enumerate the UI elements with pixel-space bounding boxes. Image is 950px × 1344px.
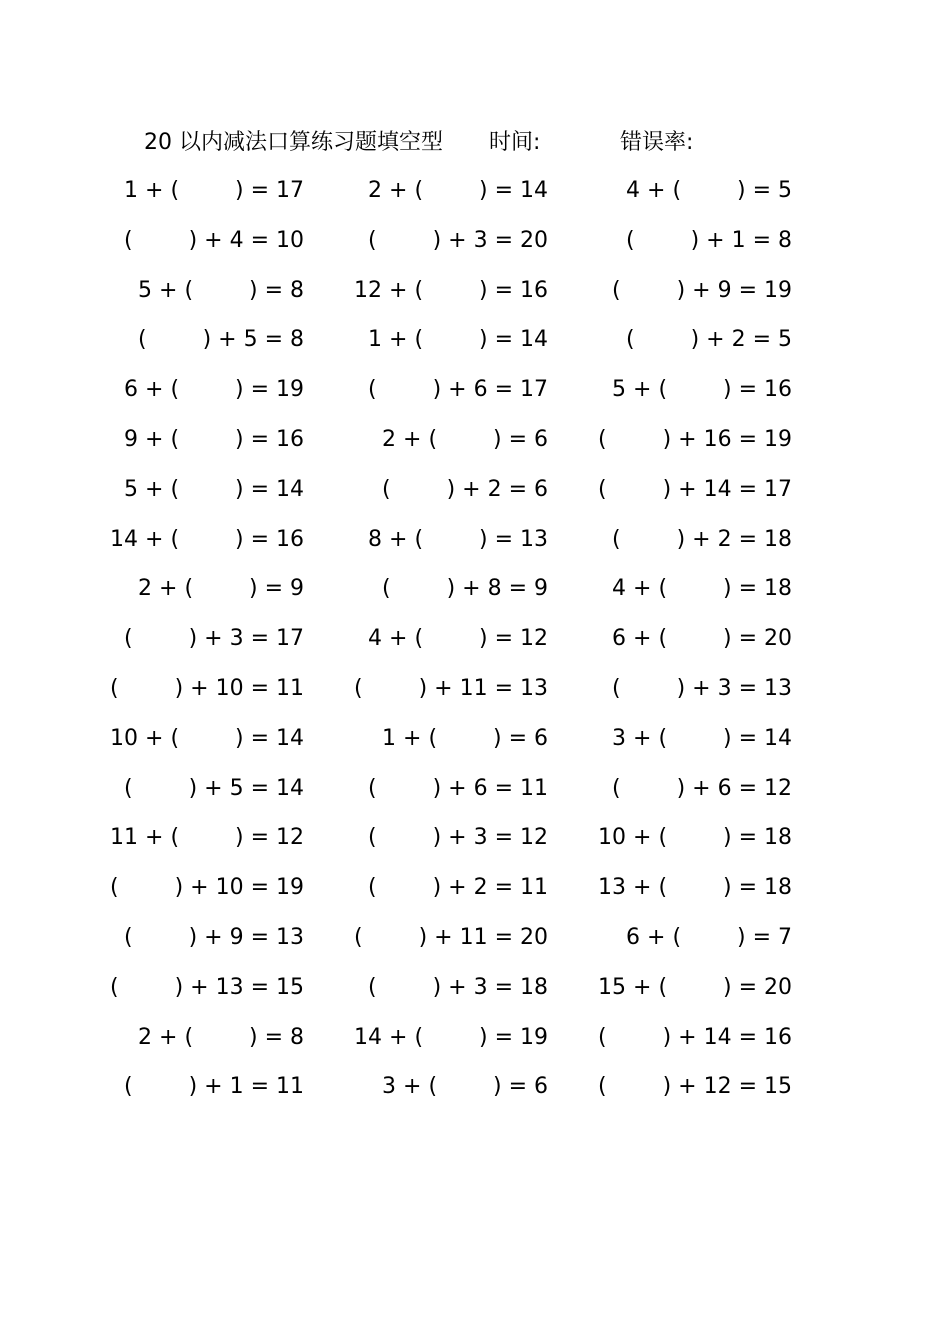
problem-item: 10 + ( ) = 18	[598, 825, 792, 851]
problem-item: ( ) + 11 = 20	[354, 925, 548, 950]
problem-item: ( ) + 3 = 13	[612, 676, 792, 701]
problem-item: ( ) + 9 = 19	[612, 277, 792, 303]
problem-item: ( ) + 1 = 11	[124, 1074, 304, 1100]
problem-item: 2 + ( ) = 14	[368, 178, 548, 203]
problem-item: 5 + ( ) = 16	[612, 377, 792, 403]
problem-item: ( ) + 2 = 18	[612, 526, 792, 552]
problem-item: ( ) + 10 = 11	[110, 676, 304, 701]
problem-item: 5 + ( ) = 8	[138, 277, 304, 303]
time-label: 时间:	[489, 130, 541, 155]
problem-item: 1 + ( ) = 17	[124, 178, 304, 203]
problem-item: ( ) + 2 = 6	[382, 476, 548, 502]
problem-item: ( ) + 6 = 17	[368, 377, 548, 403]
worksheet-title: 20 以内减法口算练习题填空型	[144, 130, 443, 155]
problem-item: ( ) + 8 = 9	[382, 576, 548, 602]
problem-item: ( ) + 4 = 10	[124, 227, 304, 253]
problem-item: ( ) + 3 = 18	[368, 974, 548, 1000]
problem-item: 2 + ( ) = 9	[138, 576, 304, 602]
problem-item: 5 + ( ) = 14	[124, 476, 304, 502]
problem-item: ( ) + 9 = 13	[124, 925, 304, 950]
problem-item: 2 + ( ) = 6	[382, 427, 548, 452]
problem-item: 3 + ( ) = 6	[382, 1074, 548, 1100]
problem-item: ( ) + 14 = 16	[598, 1024, 792, 1050]
problem-item: ( ) + 16 = 19	[598, 427, 792, 452]
problem-item: ( ) + 1 = 8	[626, 227, 792, 253]
problem-item: 9 + ( ) = 16	[124, 427, 304, 452]
problem-item: ( ) + 2 = 5	[626, 327, 792, 353]
problem-item: 4 + ( ) = 12	[368, 626, 548, 652]
problem-item: ( ) + 11 = 13	[354, 676, 548, 701]
problem-item: ( ) + 3 = 17	[124, 626, 304, 652]
problem-item: ( ) + 12 = 15	[598, 1074, 792, 1100]
problem-item: 12 + ( ) = 16	[354, 277, 548, 303]
problem-item: 4 + ( ) = 18	[612, 576, 792, 602]
problem-item: 8 + ( ) = 13	[368, 526, 548, 552]
problem-item: ( ) + 2 = 11	[368, 875, 548, 901]
problem-item: ( ) + 5 = 8	[138, 327, 304, 353]
problem-item: 1 + ( ) = 6	[382, 725, 548, 751]
problem-item: ( ) + 3 = 20	[368, 227, 548, 253]
problem-item: ( ) + 6 = 12	[612, 775, 792, 801]
problem-item: 3 + ( ) = 14	[612, 725, 792, 751]
problem-item: 4 + ( ) = 5	[626, 178, 792, 203]
problem-item: 15 + ( ) = 20	[598, 974, 792, 1000]
problem-item: 14 + ( ) = 16	[110, 526, 304, 552]
error-rate-label: 错误率:	[620, 130, 694, 155]
problem-item: 6 + ( ) = 7	[626, 925, 792, 950]
problem-item: ( ) + 14 = 17	[598, 476, 792, 502]
problem-item: 14 + ( ) = 19	[354, 1024, 548, 1050]
problem-item: 11 + ( ) = 12	[110, 825, 304, 851]
problem-item: 2 + ( ) = 8	[138, 1024, 304, 1050]
problem-item: ( ) + 3 = 12	[368, 825, 548, 851]
problem-item: ( ) + 13 = 15	[110, 974, 304, 1000]
problem-item: ( ) + 6 = 11	[368, 775, 548, 801]
problem-item: ( ) + 10 = 19	[110, 875, 304, 901]
problem-item: 6 + ( ) = 20	[612, 626, 792, 652]
problem-item: 10 + ( ) = 14	[110, 725, 304, 751]
problem-item: 6 + ( ) = 19	[124, 377, 304, 403]
problem-item: 1 + ( ) = 14	[368, 327, 548, 353]
problem-item: ( ) + 5 = 14	[124, 775, 304, 801]
problem-item: 13 + ( ) = 18	[598, 875, 792, 901]
